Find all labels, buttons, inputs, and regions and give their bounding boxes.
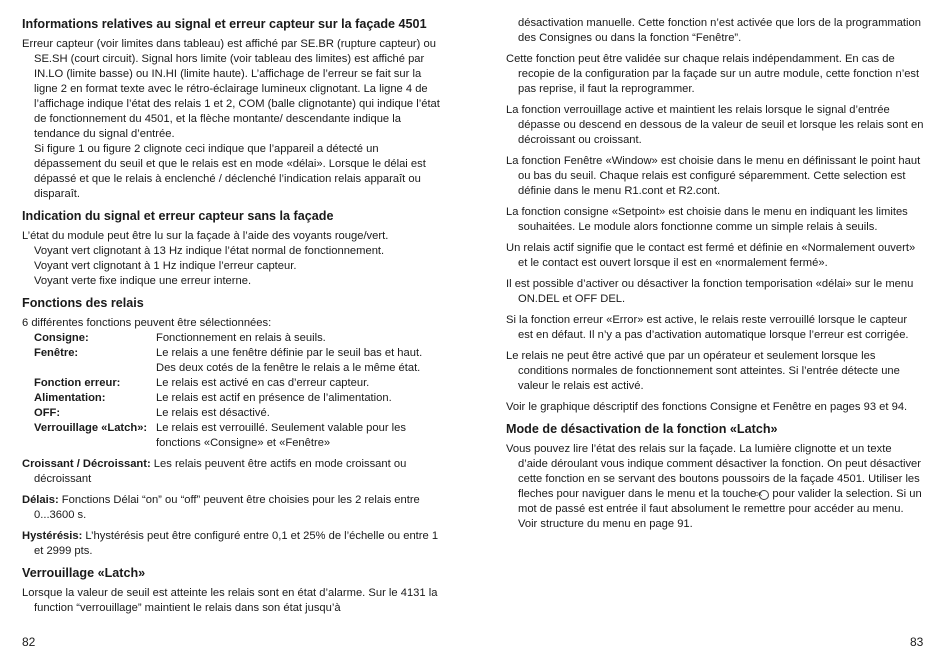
paragraph-part: pour valider la selection. Si un mot de passé est entrée il faut absolument le remettre pour accéder au menu. Voir structure du menu en page 91.: [518, 488, 922, 530]
paragraph: Un relais actif signifie que le contact est fermé et définie en «Normalement ouvert» et le contact est ouvert lorsque il est en «normalement fermé».: [506, 242, 916, 269]
paragraph: Si figure 1 ou figure 2 clignote ceci indique que l’appareil a détecté un dépassement du seuil et que le relais est en mode «délai». Lorsque le délai est dépassé et que le relais à enclenché / déclenché l’indication relais apparaît ou disparaît.: [34, 143, 426, 200]
page-number-left: 82: [22, 635, 36, 649]
term: Croissant / Décroissant:: [22, 458, 151, 470]
paragraph: 6 différentes fonctions peuvent être sélectionnées:: [22, 317, 272, 329]
paragraph: [22, 457, 442, 487]
function-key: Fonction erreur:: [34, 377, 121, 389]
term-desc: Les relais peuvent être actifs en mode croissant ou décroissant: [34, 458, 407, 485]
function-desc: Le relais est activé en cas d’erreur capteur.: [156, 377, 370, 389]
paragraph: La fonction Fenêtre «Window» est choisie dans le menu en définissant le point haut ou bas du seuil. Chaque relais est configuré séparemment. Cette selection est définie dans le menu R1.cont et R2.cont.: [506, 155, 921, 197]
term-desc: Fonctions Délai “on” ou “off” peuvent être choisies pour les 2 relais entre 0...3600 s.: [34, 494, 420, 521]
table-row: [34, 391, 442, 406]
table-row: [34, 346, 442, 376]
paragraph: Cette fonction peut être validée sur chaque relais indépendamment. En cas de recopie de la configuration par la façade sur un autre module, cette fonction n’est pas reprise, il faut la reprogrammer.: [506, 53, 920, 95]
list-item: Voyant vert clignotant à 1 Hz indique l’erreur capteur.: [34, 260, 297, 272]
paragraph: Lorsque la valeur de seuil est atteinte les relais sont en état d’alarme. Sur le 4131 la function “verrouillage” maintient le relais dans son état jusqu’à: [22, 587, 438, 614]
right-page: [506, 16, 924, 532]
section-title-signal-error-facade: Informations relatives au signal et erreur capteur sur la façade 4501: [22, 17, 427, 31]
paragraph: La fonction verrouillage active et maintient les relais lorsque le signal d’entrée dépasse ou descend en dessous de la valeur de seuil et lorsque les relais sont en décroissant ou croissant.: [506, 104, 924, 146]
term: Hystérésis:: [22, 530, 83, 542]
function-desc: Le relais a une fenêtre définie par le seuil bas et haut. Des deux cotés de la fenêtre le relais a le même état.: [156, 347, 423, 374]
page-number-right: 83: [910, 635, 924, 649]
paragraph: [22, 529, 442, 559]
function-key: Fenêtre:: [34, 347, 79, 359]
function-desc: Le relais est verrouillé. Seulement valable pour les fonctions «Consigne» et «Fenêtre»: [156, 422, 406, 449]
function-desc: Le relais est actif en présence de l’alimentation.: [156, 392, 392, 404]
section-title-relay-functions: Fonctions des relais: [22, 296, 144, 310]
function-key: Verrouillage «Latch»:: [34, 422, 148, 434]
function-key: Alimentation:: [34, 392, 106, 404]
term: Délais:: [22, 494, 59, 506]
ok-key-icon: OK: [759, 490, 769, 500]
function-key: OFF:: [34, 407, 61, 419]
function-key: Consigne:: [34, 332, 89, 344]
table-row: [34, 331, 442, 346]
term-desc: L’hystérésis peut être configuré entre 0,1 et 25% de l’échelle ou entre 1 et 2999 pts.: [34, 530, 439, 557]
list-item: Voyant vert clignotant à 13 Hz indique l’état normal de fonctionnement.: [34, 245, 385, 257]
paragraph: [506, 442, 924, 532]
section-title-signal-without-facade: Indication du signal et erreur capteur sans la façade: [22, 209, 334, 223]
section-title-latch-deactivation: Mode de désactivation de la fonction «Latch»: [506, 422, 778, 436]
section-title-latch: Verrouillage «Latch»: [22, 566, 146, 580]
list-item: Voyant verte fixe indique une erreur interne.: [34, 275, 252, 287]
left-page: [22, 16, 442, 616]
paragraph: L’état du module peut être lu sur la façade à l’aide des voyants rouge/vert.: [22, 230, 389, 242]
paragraph: désactivation manuelle. Cette fonction n’est activée que lors de la programmation des Consignes ou dans la fonction “Fenêtre”.: [518, 17, 921, 44]
paragraph: Le relais ne peut être activé que par un opérateur et seulement lorsque les conditions normales de fonctionnement sont atteintes. Si l’entrée détecte une valeur le relais est activé.: [506, 350, 900, 392]
table-row: [34, 421, 442, 451]
paragraph: Il est possible d’activer ou désactiver la fonction temporisation «délai» sur le menu ON.DEL et OFF DEL.: [506, 278, 914, 305]
functions-table: [34, 331, 442, 451]
table-row: [34, 376, 442, 391]
paragraph: [22, 493, 442, 523]
paragraph-part: Vous pouvez lire l’état des relais sur la façade. La lumière clignotte et un texte d’aide déroulant vous indique comment désactiver la fonction. On peut désactiver cette fonction en se servant des boutons poussoirs de la façade 4501. Utiliser les fleches pour naviguer dans le menu et la touche: [506, 443, 921, 500]
paragraph: La fonction consigne «Setpoint» est choisie dans le menu en indiquant les limites souhaitées. Le module alors fonctionne comme un simple relais à seuils.: [506, 206, 908, 233]
function-desc: Fonctionnement en relais à seuils.: [156, 332, 326, 344]
table-row: [34, 406, 442, 421]
paragraph: Voir le graphique déscriptif des fonctions Consigne et Fenêtre en pages 93 et 94.: [506, 401, 908, 413]
paragraph: Si la fonction erreur «Error» est active, le relais reste verrouillé lorsque le capteur est en défaut. Il n’y a pas d’activation automatique lorsque l’erreur est corrigée.: [506, 314, 909, 341]
function-desc: Le relais est désactivé.: [156, 407, 270, 419]
paragraph: Erreur capteur (voir limites dans tableau) est affiché par SE.BR (rupture capteur) ou SE.SH (court circuit). Signal hors limite (voir tableau des limites) est affiché par IN.LO (limite basse) ou IN.HI (limite haute). L’affichage de l’erreur se fait sur la ligne 2 en format texte avec le rétro-éclairage lumineux clignotant. La ligne 4 de l’affichage indique l’état des relais 1 et 2, COM (balle clignotante) qui indique l’état de fonctionnement du 4501, et la flèche montante/ descendante indique la tendance du signal d’entrée.: [22, 38, 440, 140]
